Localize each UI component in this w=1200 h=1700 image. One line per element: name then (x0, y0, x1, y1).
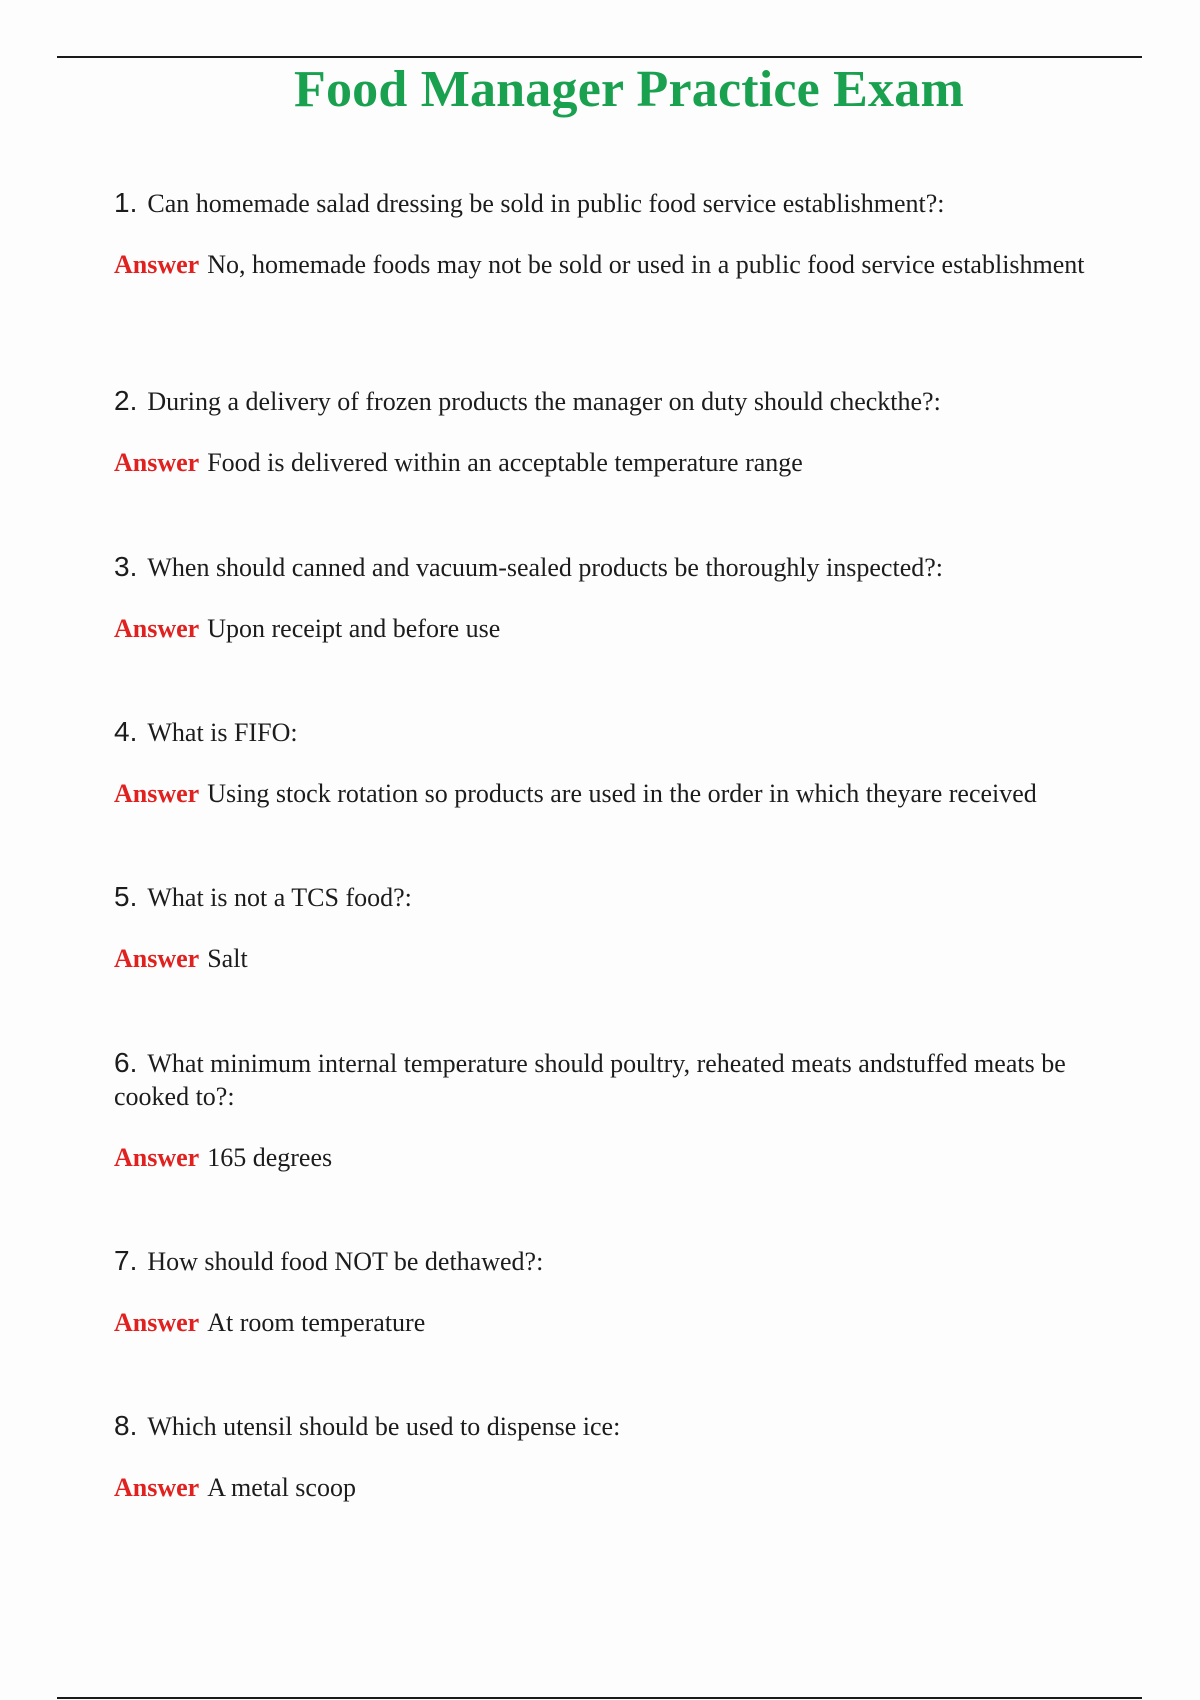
question-text: When should canned and vacuum-sealed products be thoroughly inspected?: (147, 553, 943, 582)
question (114, 715, 1114, 749)
answer-label: Answer (114, 250, 200, 279)
qa-item-8 (114, 1409, 1114, 1505)
question-number: 6. (114, 1047, 138, 1078)
qa-item-7 (114, 1244, 1114, 1340)
answer-label: Answer (114, 779, 200, 808)
answer-label: Answer (114, 448, 200, 477)
qa-item-3 (114, 550, 1114, 646)
answer-label: Answer (114, 1143, 200, 1172)
answer-label: Answer (114, 1308, 200, 1337)
answer-text: Salt (207, 944, 248, 973)
question (114, 1409, 1114, 1443)
answer (114, 446, 1114, 480)
question-text: What minimum internal temperature should poultry, reheated meats andstuffed meats be cooked to?: (114, 1049, 1066, 1111)
answer (114, 248, 1114, 282)
answer-text: Using stock rotation so products are used in the order in which theyare received (207, 779, 1037, 808)
answer (114, 777, 1114, 811)
question (114, 1244, 1114, 1278)
answer-text: No, homemade foods may not be sold or used in a public food service establishment (207, 250, 1085, 279)
question-number: 1. (114, 187, 138, 218)
answer (114, 1306, 1114, 1340)
answer (114, 1471, 1114, 1505)
answer-label: Answer (114, 1473, 200, 1502)
question (114, 880, 1114, 914)
answer-text: Upon receipt and before use (207, 614, 501, 643)
question-text: What is not a TCS food?: (147, 883, 412, 912)
question-number: 7. (114, 1245, 138, 1276)
question (114, 550, 1114, 584)
qa-item-1 (114, 186, 1114, 282)
answer-text: At room temperature (207, 1308, 426, 1337)
question (114, 1046, 1114, 1113)
question-text: Can homemade salad dressing be sold in public food service establishment?: (147, 189, 945, 218)
answer-label: Answer (114, 614, 200, 643)
answer-text: A metal scoop (207, 1473, 356, 1502)
answer-text: 165 degrees (207, 1143, 333, 1172)
question-number: 2. (114, 385, 138, 416)
qa-item-5 (114, 880, 1114, 976)
question-number: 3. (114, 551, 138, 582)
question-number: 5. (114, 881, 138, 912)
question (114, 186, 1114, 220)
question-text: During a delivery of frozen products the manager on duty should checkthe?: (147, 387, 941, 416)
qa-item-6 (114, 1046, 1114, 1175)
answer (114, 1141, 1114, 1175)
question-number: 4. (114, 716, 138, 747)
bottom-rule (57, 1697, 1142, 1699)
question-text: What is FIFO: (147, 718, 298, 747)
answer-label: Answer (114, 944, 200, 973)
qa-item-2 (114, 384, 1114, 480)
question-text: Which utensil should be used to dispense ice: (147, 1412, 621, 1441)
question-text: How should food NOT be dethawed?: (147, 1247, 544, 1276)
page-title: Food Manager Practice Exam (294, 61, 964, 118)
answer (114, 612, 1114, 646)
question (114, 384, 1114, 418)
qa-item-4 (114, 715, 1114, 811)
answer-text: Food is delivered within an acceptable temperature range (207, 448, 803, 477)
answer (114, 942, 1114, 976)
question-number: 8. (114, 1410, 138, 1441)
